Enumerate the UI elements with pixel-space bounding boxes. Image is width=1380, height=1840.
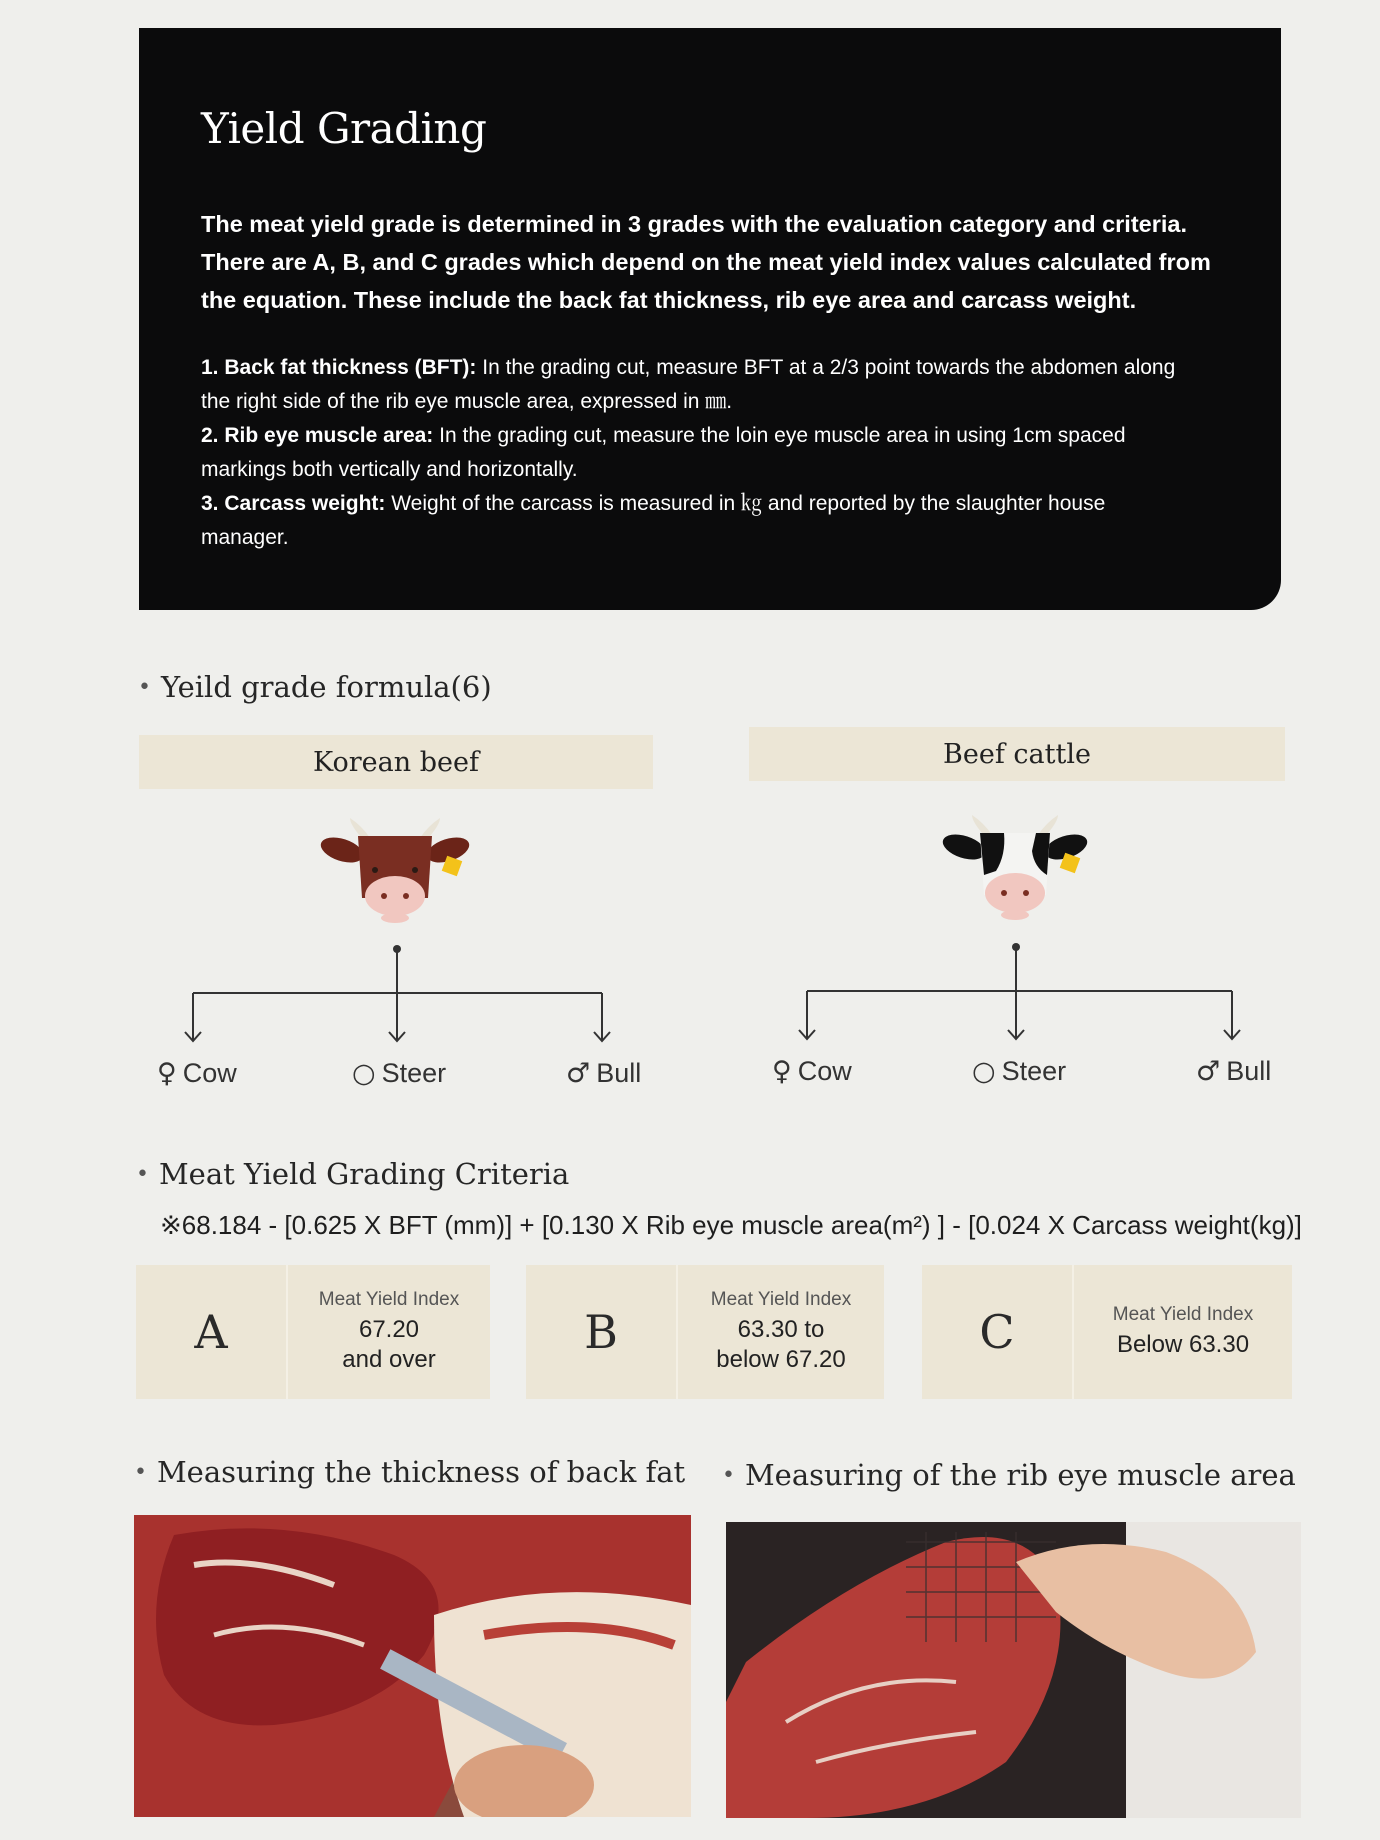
criterion-cont: the right side of the rib eye muscle area, expressed in ㎜. <box>201 390 733 413</box>
type-label-korean-beef: Korean beef <box>139 735 653 789</box>
grade-b-box <box>526 1265 884 1399</box>
sex-label-text: Steer <box>1001 1056 1067 1086</box>
male-icon: ♂ <box>566 1058 591 1089</box>
circle-icon: ○ <box>972 1056 996 1087</box>
criterion-label: 2. Rib eye muscle area: <box>201 424 434 447</box>
criterion-text: In the grading cut, measure the loin eye muscle area in using 1cm spaced <box>433 424 1126 447</box>
sex-label-text: Bull <box>596 1058 642 1088</box>
intro-panel <box>139 28 1281 610</box>
bullet-icon: • <box>722 1463 735 1488</box>
backfat-section-title <box>134 1455 685 1489</box>
grade-a-box <box>136 1265 490 1399</box>
lead-line: The meat yield grade is determined in 3 grades with the evaluation category and criteria. <box>201 211 1187 237</box>
grade-info <box>1074 1265 1292 1399</box>
criterion-cont: markings both vertically and horizontally. <box>201 458 578 481</box>
section-title-text: Measuring of the rib eye muscle area <box>744 1458 1296 1492</box>
grade-range-line1: Below 63.30 <box>1116 1331 1250 1358</box>
sex-bull-korean <box>566 1058 641 1089</box>
beef-cattle-branch-diagram <box>795 938 1245 1048</box>
ribeye-measurement-photo <box>726 1522 1301 1818</box>
sex-label-text: Bull <box>1226 1056 1272 1086</box>
sex-cow-korean <box>157 1058 237 1089</box>
holstein-cow-head-icon <box>940 815 1090 940</box>
sex-cow-cattle <box>772 1056 852 1087</box>
grade-letter: A <box>136 1265 288 1399</box>
criterion-bft <box>201 351 1211 385</box>
sex-label-text: Steer <box>381 1058 447 1088</box>
grade-range-line1: 63.30 to <box>737 1316 825 1343</box>
criterion-text: In the grading cut, measure BFT at a 2/3 point towards the abdomen along <box>476 356 1176 379</box>
female-icon: ♀ <box>157 1058 177 1089</box>
grade-range-line2: and over <box>342 1346 436 1373</box>
ribeye-section-title <box>722 1458 1296 1492</box>
page-title: Yield Grading <box>201 104 487 153</box>
intro-lead <box>201 205 1211 319</box>
criterion-label: 3. Carcass weight: <box>201 492 386 515</box>
bullet-icon: • <box>134 1460 147 1485</box>
lead-line: There are A, B, and C grades which depend on the meat yield index values calculated from <box>201 249 1211 275</box>
grade-range-line1: 67.20 <box>358 1316 420 1343</box>
criteria-list <box>201 351 1211 555</box>
criterion-ribeye <box>201 419 1211 453</box>
section-title-text: Yeild grade formula(6) <box>160 670 492 704</box>
sex-steer-cattle <box>972 1056 1066 1087</box>
grade-caption: Meat Yield Index <box>710 1289 852 1310</box>
circle-icon: ○ <box>352 1058 376 1089</box>
sex-steer-korean <box>352 1058 446 1089</box>
sex-bull-cattle <box>1196 1056 1271 1087</box>
male-icon: ♂ <box>1196 1056 1221 1087</box>
grade-caption: Meat Yield Index <box>318 1289 460 1310</box>
bullet-icon: • <box>136 1162 149 1187</box>
criterion-cont: manager. <box>201 526 289 549</box>
bullet-icon: • <box>138 675 151 700</box>
lead-line: the equation. These include the back fat thickness, rib eye area and carcass weight. <box>201 287 1137 313</box>
korean-beef-branch-diagram <box>180 940 620 1050</box>
backfat-measurement-photo <box>134 1515 691 1817</box>
type-label-beef-cattle: Beef cattle <box>749 727 1285 781</box>
grade-info <box>678 1265 884 1399</box>
criterion-carcass <box>201 487 1211 521</box>
grade-letter: B <box>526 1265 678 1399</box>
female-icon: ♀ <box>772 1056 792 1087</box>
section-title-text: Measuring the thickness of back fat <box>156 1455 686 1489</box>
criterion-label: 1. Back fat thickness (BFT): <box>201 356 477 379</box>
grade-letter: C <box>922 1265 1074 1399</box>
grade-c-box <box>922 1265 1292 1399</box>
grade-caption: Meat Yield Index <box>1112 1304 1254 1325</box>
sex-label-text: Cow <box>182 1058 237 1088</box>
formula-section-title <box>138 670 492 704</box>
grade-info <box>288 1265 490 1399</box>
criterion-text: Weight of the carcass is measured in ㎏ and reported by the slaughter house <box>385 492 1106 515</box>
sex-label-text: Cow <box>797 1056 852 1086</box>
yield-index-formula: ※68.184 - [0.625 X BFT (mm)] + [0.130 X Rib eye muscle area(m²) ] - [0.024 X Carcass weight(kg)] <box>160 1210 1302 1240</box>
criteria-section-title <box>136 1157 569 1191</box>
grade-range-line2: below 67.20 <box>716 1346 846 1373</box>
section-title-text: Meat Yield Grading Criteria <box>158 1157 570 1191</box>
brown-cow-head-icon <box>320 818 470 943</box>
